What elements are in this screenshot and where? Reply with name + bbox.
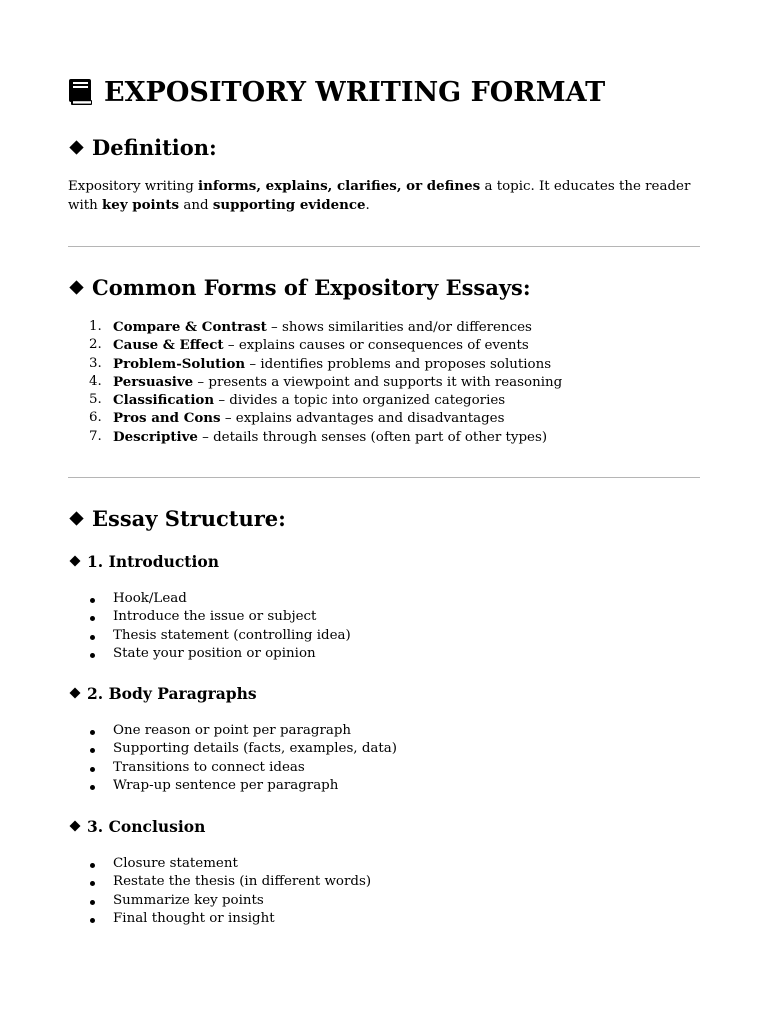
list-item-text: Hook/Lead (113, 591, 187, 606)
definition-bold-3: supporting evidence (212, 197, 366, 213)
forms-heading (68, 272, 531, 302)
page-title (68, 72, 605, 112)
list-item-text: Summarize key points (113, 892, 264, 908)
definition-heading-text: Definition: (92, 134, 217, 160)
diamond-icon (69, 280, 83, 294)
form-description: – shows similarities and/or differences (266, 320, 532, 335)
list-item-text: Supporting details (facts, examples, data) (113, 741, 397, 757)
list-number: 7. (89, 428, 102, 444)
bullet-icon (90, 785, 95, 790)
diamond-icon (69, 820, 80, 831)
list-item-text: Final thought or insight (113, 910, 275, 926)
list-item (68, 873, 371, 891)
definition-text-4: . (365, 198, 370, 213)
bullet-icon (90, 748, 95, 753)
list-item (68, 409, 562, 427)
book-icon (68, 78, 94, 106)
conclusion-list (68, 855, 371, 928)
bullet-icon (90, 900, 95, 905)
list-item-text: Transitions to connect ideas (113, 759, 305, 775)
body-paragraphs-list (68, 722, 397, 795)
structure-heading-text: Essay Structure: (92, 505, 286, 531)
form-term: Cause & Effect (113, 337, 224, 354)
section-heading-conclusion (68, 815, 205, 837)
list-item-text: Restate the thesis (in different words) (113, 874, 372, 890)
form-term: Compare & Contrast (113, 319, 267, 335)
introduction-list (68, 590, 351, 663)
list-item (68, 428, 562, 446)
bullet-icon (90, 730, 95, 735)
form-term: Persuasive (113, 373, 194, 390)
diamond-icon (69, 555, 80, 566)
bullet-icon (90, 881, 95, 886)
section-heading-introduction (68, 550, 219, 572)
list-item-text: Closure statement (113, 856, 238, 871)
list-item-text: Introduce the issue or subject (113, 609, 317, 625)
forms-heading-text: Common Forms of Expository Essays: (92, 274, 531, 300)
bullet-icon (90, 616, 95, 621)
list-item-text: One reason or point per paragraph (113, 723, 352, 738)
list-item-text: State your position or opinion (113, 645, 316, 661)
definition-text-3: and (179, 198, 213, 213)
list-item (68, 627, 351, 645)
section-heading-text: 1. Introduction (87, 551, 219, 571)
list-item (68, 355, 562, 373)
form-description: – explains advantages and disadvantages (220, 411, 505, 427)
list-item (68, 318, 562, 336)
list-item (68, 855, 371, 873)
bullet-icon (90, 635, 95, 640)
divider (68, 246, 700, 247)
structure-heading (68, 503, 286, 533)
form-term: Descriptive (113, 428, 198, 445)
bullet-icon (90, 863, 95, 868)
bullet-icon (90, 918, 95, 923)
form-description: – presents a viewpoint and supports it with reasoning (193, 374, 563, 390)
bullet-icon (90, 653, 95, 658)
definition-text-2: a topic. It educates the reader with (68, 179, 691, 213)
form-term: Problem-Solution (113, 355, 246, 372)
form-description: – divides a topic into organized categories (214, 393, 506, 409)
form-description: – explains causes or consequences of events (223, 338, 529, 354)
diamond-icon (69, 687, 80, 698)
list-number: 1. (89, 319, 102, 334)
definition-text-1: Expository writing (68, 179, 199, 194)
definition-paragraph (68, 177, 700, 215)
list-item (68, 759, 397, 777)
list-item (68, 608, 351, 626)
definition-bold-1: informs, explains, clarifies, or defines (198, 178, 481, 194)
definition-heading (68, 132, 217, 162)
list-number: 4. (89, 373, 102, 389)
bullet-icon (90, 767, 95, 772)
list-item (68, 373, 562, 391)
form-term: Classification (113, 392, 215, 409)
list-item (68, 740, 397, 758)
bullet-icon (90, 598, 95, 603)
list-item-text: Thesis statement (controlling idea) (113, 627, 351, 643)
section-heading-text: 2. Body Paragraphs (87, 683, 257, 703)
list-item (68, 722, 397, 740)
list-item (68, 590, 351, 608)
diamond-icon (69, 140, 83, 154)
list-number: 5. (89, 392, 102, 408)
form-description: – identifies problems and proposes solutions (245, 356, 552, 372)
section-heading-text: 3. Conclusion (87, 816, 206, 836)
divider (68, 477, 700, 478)
list-number: 6. (89, 410, 102, 426)
forms-list (68, 318, 562, 446)
list-number: 3. (89, 355, 102, 371)
list-item (68, 336, 562, 354)
diamond-icon (69, 511, 83, 525)
page-title-text: EXPOSITORY WRITING FORMAT (104, 76, 606, 108)
list-item (68, 645, 351, 663)
list-item-text: Wrap-up sentence per paragraph (113, 777, 339, 793)
list-number: 2. (89, 337, 102, 353)
list-item (68, 910, 371, 928)
form-description: – details through senses (often part of other types) (197, 429, 548, 445)
section-heading-body-paragraphs (68, 682, 257, 704)
list-item (68, 391, 562, 409)
form-term: Pros and Cons (113, 410, 221, 427)
list-item (68, 892, 371, 910)
definition-bold-2: key points (102, 197, 180, 213)
list-item (68, 777, 397, 795)
